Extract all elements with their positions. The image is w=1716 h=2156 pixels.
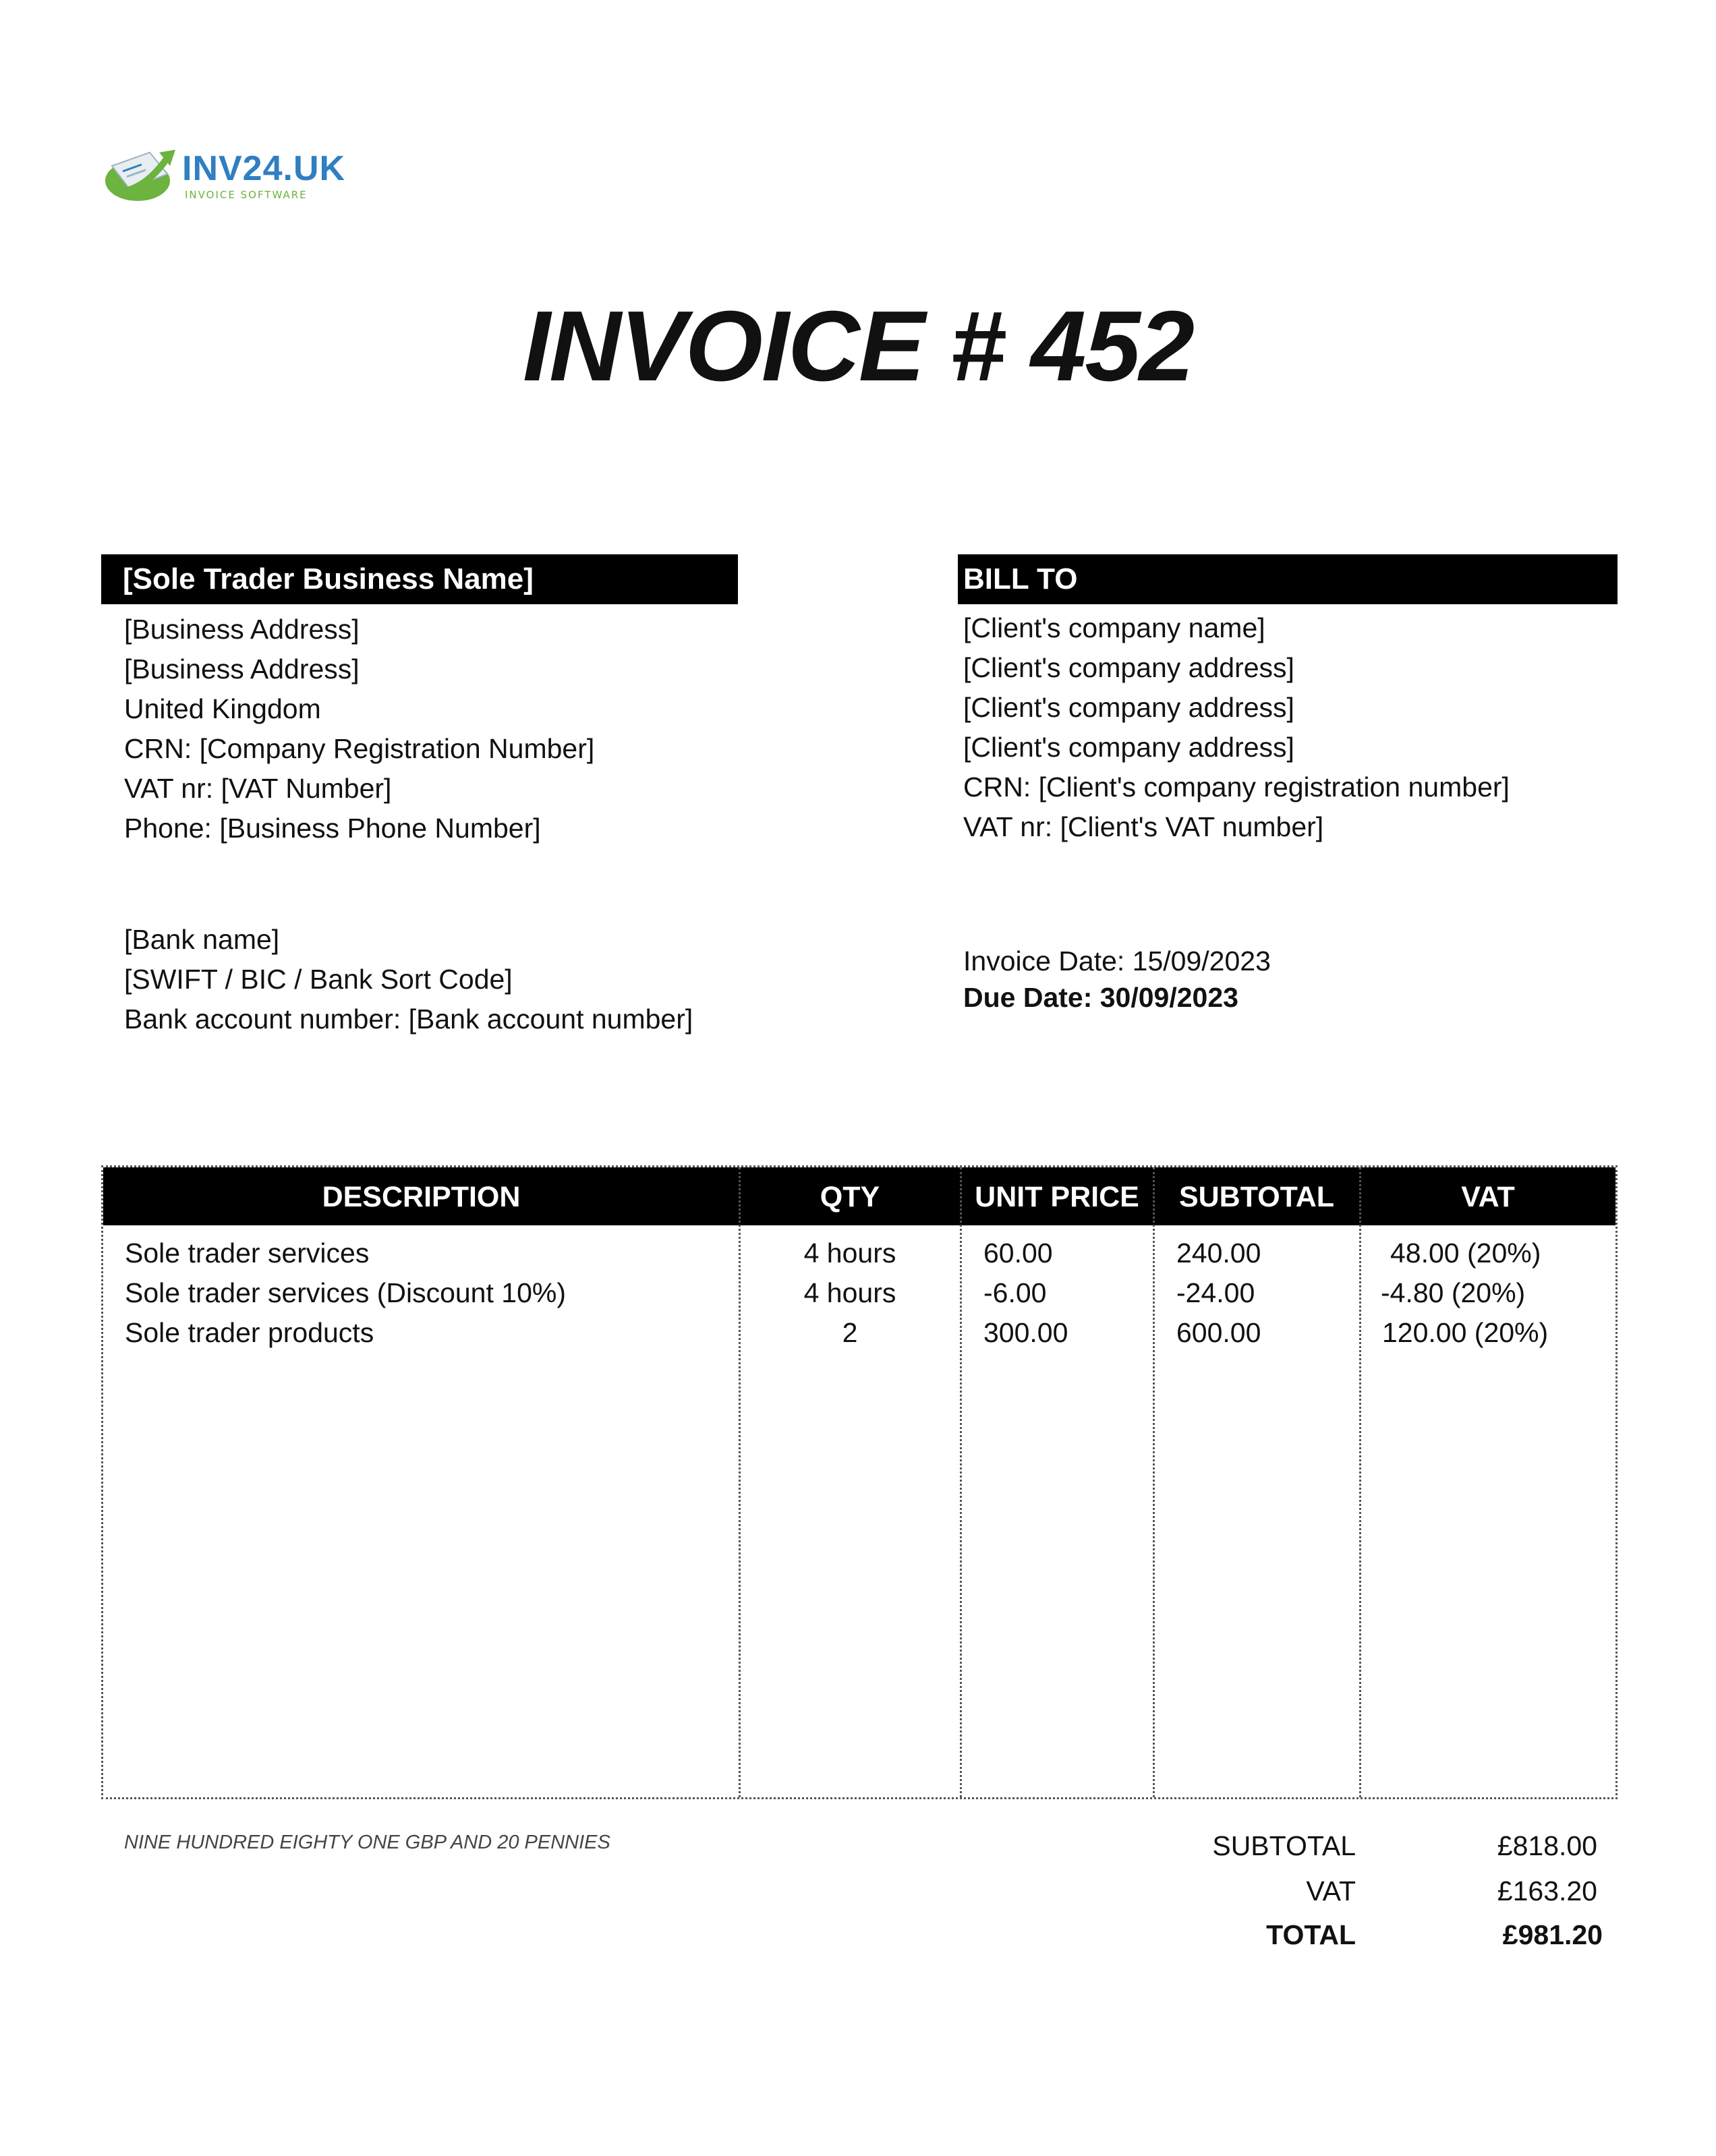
item-description: Sole trader services (Discount 10%) <box>125 1277 566 1308</box>
item-unit-price: 60.00 <box>983 1237 1053 1269</box>
item-subtotal: 600.00 <box>1176 1317 1261 1348</box>
seller-crn: CRN: [Company Registration Number] <box>124 733 595 764</box>
item-qty: 2 <box>842 1317 858 1348</box>
client-address-line: [Client's company address] <box>963 652 1294 683</box>
client-address-line: [Client's company address] <box>963 692 1294 723</box>
table-row <box>103 1233 1615 1273</box>
logo <box>103 140 346 208</box>
logo-tagline: INVOICE SOFTWARE <box>185 189 308 201</box>
bank-sort-code: [SWIFT / BIC / Bank Sort Code] <box>124 964 513 995</box>
client-details <box>963 608 1510 847</box>
total-label: TOTAL <box>1266 1919 1356 1950</box>
item-vat: 48.00 (20%) <box>1390 1237 1541 1269</box>
item-description: Sole trader services <box>125 1237 370 1269</box>
client-vat: VAT nr: [Client's VAT number] <box>963 811 1324 842</box>
subtotal-value: £818.00 <box>1497 1830 1597 1861</box>
due-date: Due Date: 30/09/2023 <box>963 982 1238 1013</box>
logo-name: INV24.UK <box>182 149 346 188</box>
item-unit-price: 300.00 <box>983 1317 1068 1348</box>
item-subtotal: -24.00 <box>1176 1277 1255 1308</box>
invoice-dates <box>963 943 1271 1016</box>
seller-address-line: [Business Address] <box>124 653 360 684</box>
table-row <box>103 1313 1615 1353</box>
item-qty: 4 hours <box>803 1237 896 1269</box>
item-vat: -4.80 (20%) <box>1381 1277 1526 1308</box>
subtotal-label: SUBTOTAL <box>1212 1830 1356 1861</box>
invoice-title: INVOICE # 452 <box>522 291 1194 402</box>
bank-name: [Bank name] <box>124 924 280 955</box>
invoice-date: Invoice Date: 15/09/2023 <box>963 945 1271 977</box>
client-company-name: [Client's company name] <box>963 612 1265 643</box>
seller-name-header: [Sole Trader Business Name] <box>101 554 738 604</box>
seller-vat: VAT nr: [VAT Number] <box>124 773 392 804</box>
seller-address-line: [Business Address] <box>124 614 360 645</box>
column-header-description: DESCRIPTION <box>322 1181 521 1213</box>
item-subtotal: 240.00 <box>1176 1237 1261 1269</box>
column-header-vat: VAT <box>1461 1181 1515 1213</box>
bank-account-number: Bank account number: [Bank account number] <box>124 1003 693 1035</box>
vat-label: VAT <box>1306 1875 1356 1906</box>
bank-details <box>124 920 693 1039</box>
client-crn: CRN: [Client's company registration number] <box>963 771 1510 803</box>
logo-icon <box>103 143 178 205</box>
column-header-qty: QTY <box>820 1181 880 1213</box>
vat-value: £163.20 <box>1497 1875 1597 1906</box>
seller-phone: Phone: [Business Phone Number] <box>124 813 541 844</box>
bill-to-header: BILL TO <box>958 554 1618 604</box>
item-description: Sole trader products <box>125 1317 374 1348</box>
client-address-line: [Client's company address] <box>963 732 1294 763</box>
item-qty: 4 hours <box>803 1277 896 1308</box>
line-items-table <box>101 1165 1618 1799</box>
amount-in-words: NINE HUNDRED EIGHTY ONE GBP AND 20 PENNIES <box>124 1832 610 1853</box>
seller-country: United Kingdom <box>124 693 321 724</box>
item-unit-price: -6.00 <box>983 1277 1047 1308</box>
total-value: £981.20 <box>1502 1919 1603 1950</box>
seller-details <box>124 610 594 848</box>
item-vat: 120.00 (20%) <box>1382 1317 1549 1348</box>
table-row <box>103 1273 1615 1313</box>
column-header-unit-price: UNIT PRICE <box>975 1181 1139 1213</box>
column-header-subtotal: SUBTOTAL <box>1178 1181 1335 1213</box>
